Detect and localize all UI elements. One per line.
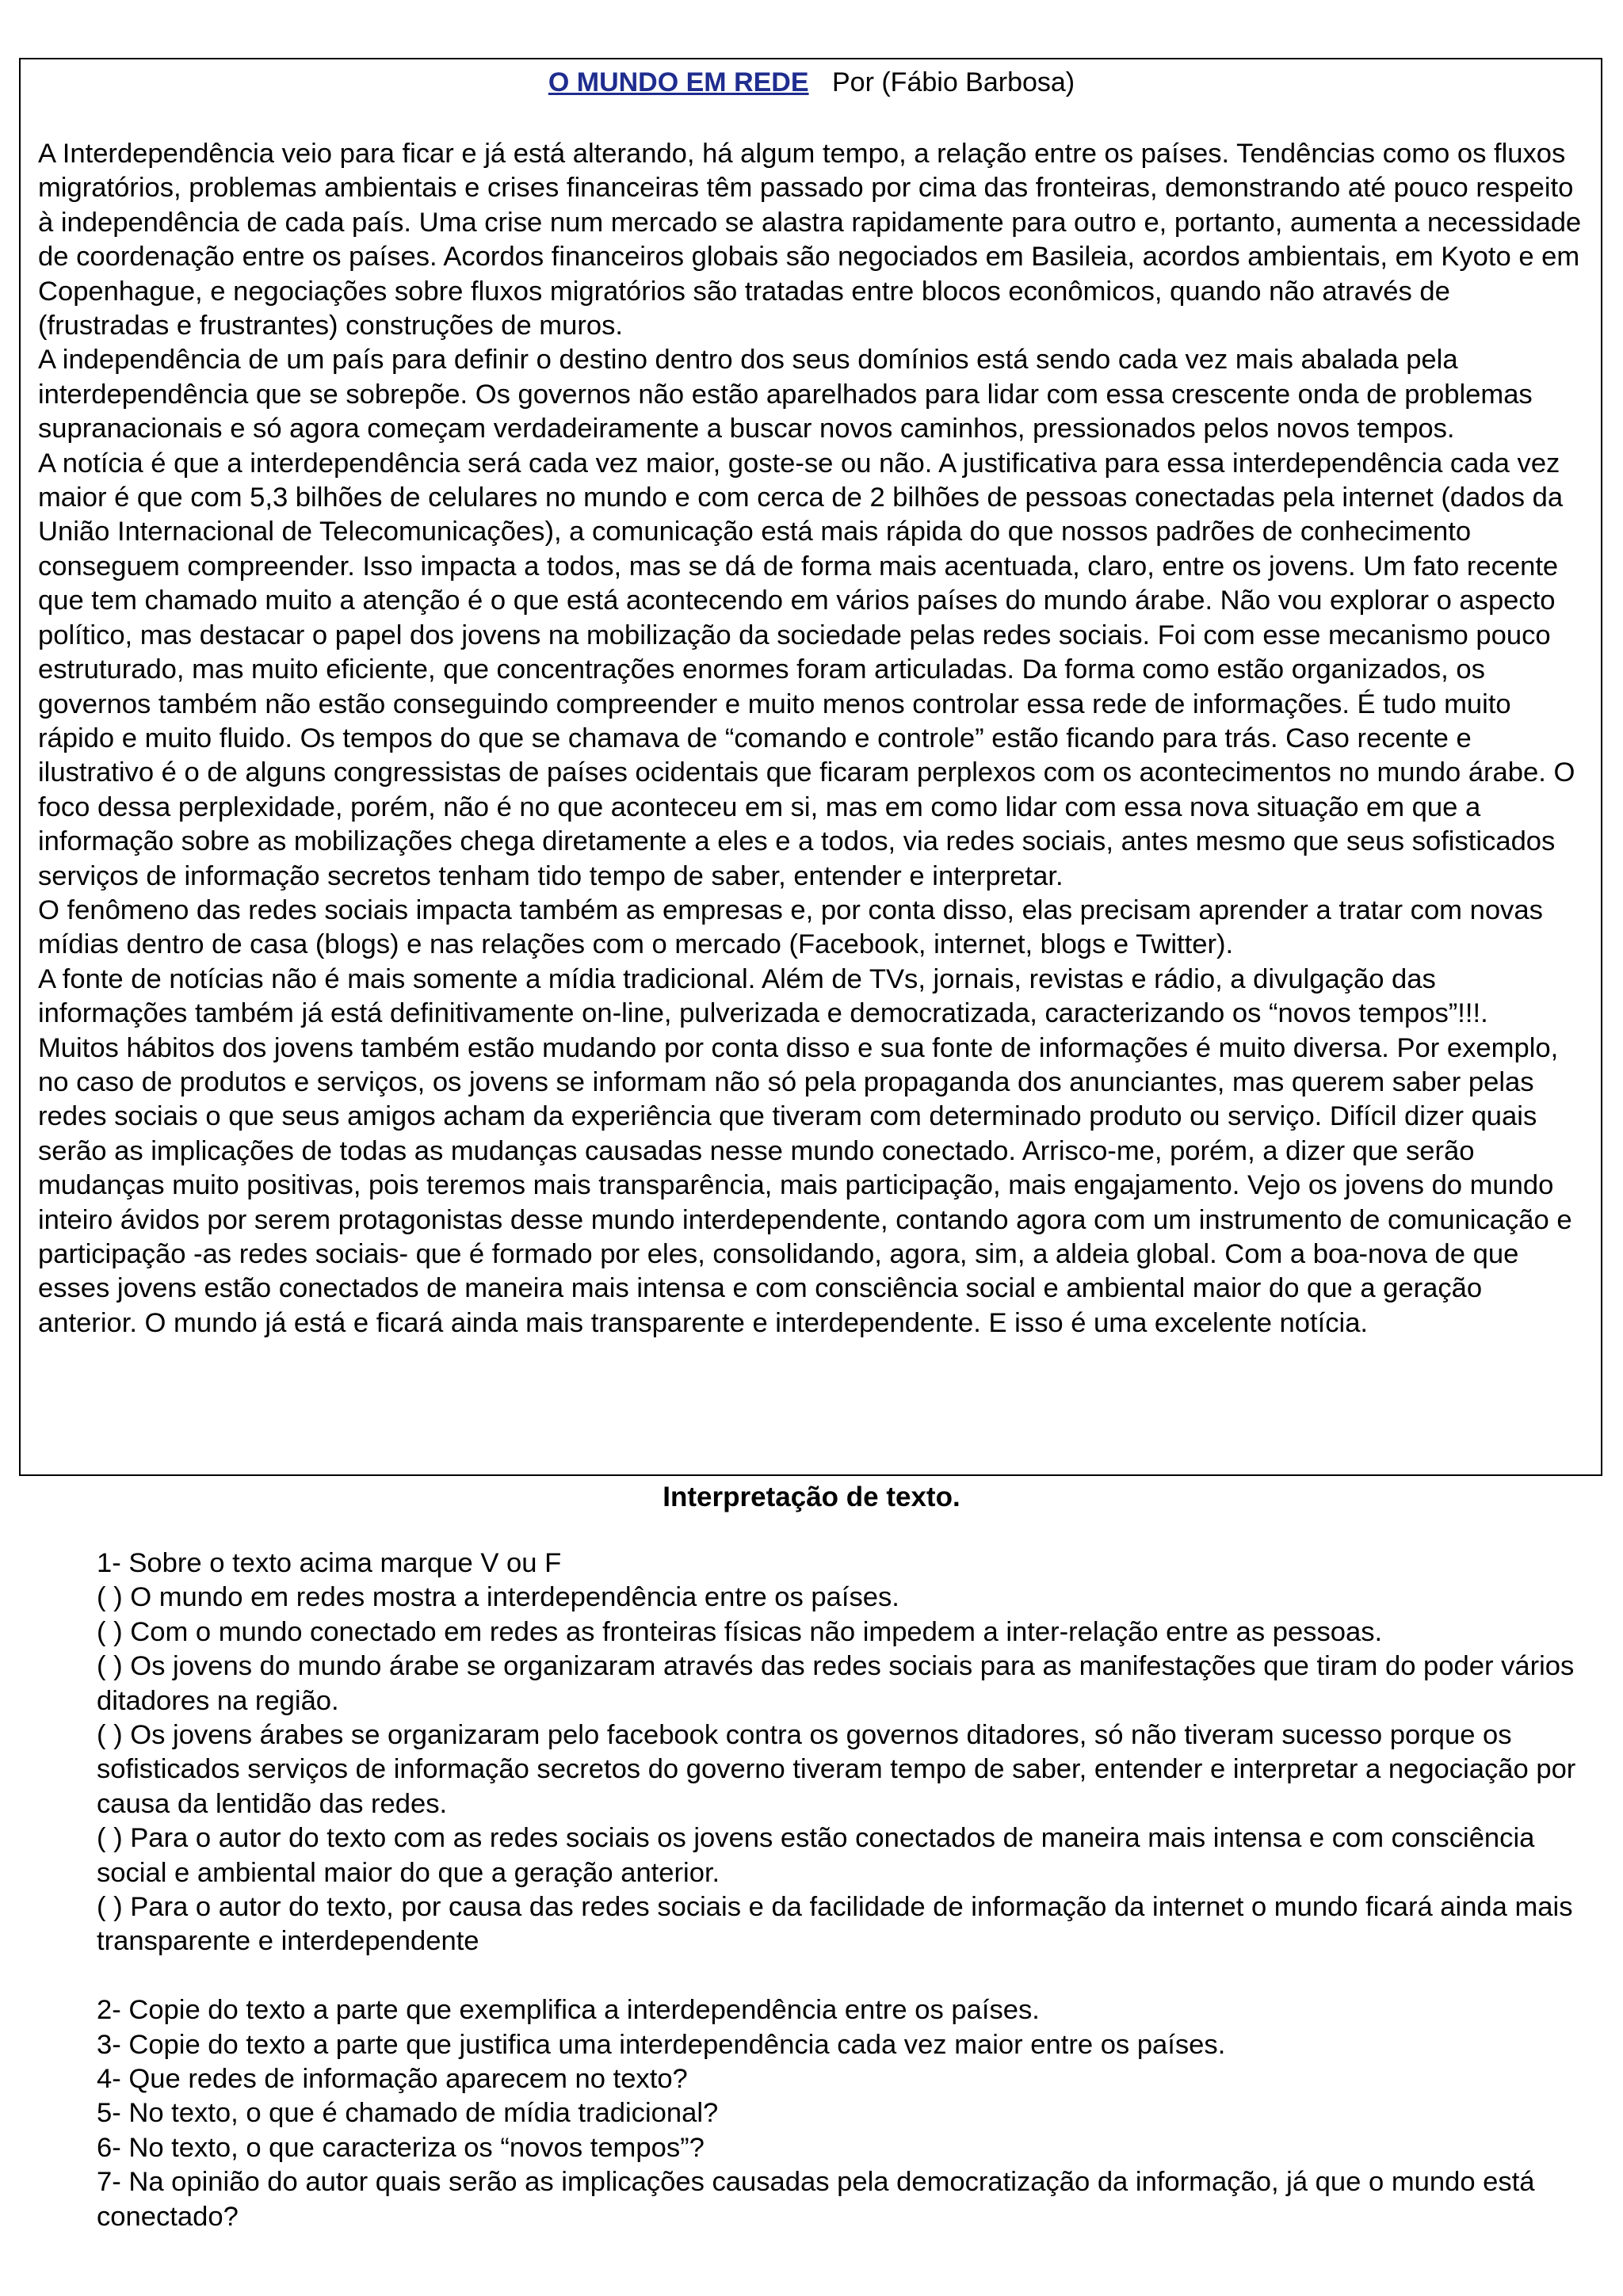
true-false-item: ( ) O mundo em redes mostra a interdependência entre os países. xyxy=(97,1582,899,1613)
question-item: 6- No texto, o que caracteriza os “novos tempos”? xyxy=(97,2132,705,2163)
spacer xyxy=(97,1959,1587,1993)
question-item: 4- Que redes de informação aparecem no texto? xyxy=(97,2064,688,2095)
article-paragraph: A Interdependência veio para ficar e já está alterando, há algum tempo, a relação entre os países. Tendências como os fluxos migratórios, problemas ambientais e crises financeiras têm passado por cima das fronteiras, demonstrando até pouco respeito à independência de cada país. Uma crise num mercado se alastra rapidamente para outro e, portanto, aumenta a necessidade de coordenação entre os países. Acordos financeiros globais são negociados em Basileia, acordos ambientais, em Kyoto e em Copenhague, e negociações sobre fluxos migratórios são tratadas entre blocos econômicos, quando não através de (frustradas e frustrantes) construções de muros. xyxy=(38,139,1582,341)
article-paragraph: A fonte de notícias não é mais somente a mídia tradicional. Além de TVs, jornais, revistas e rádio, a divulgação das informações também já está definitivamente on-line, pulverizada e democratizada, caracterizando os “novos tempos”!!!. xyxy=(38,963,1488,1029)
true-false-item: ( ) Para o autor do texto, por causa das redes sociais e da facilidade de informação da internet o mundo ficará ainda mais transparente e interdependente xyxy=(97,1892,1573,1957)
true-false-item: ( ) Os jovens árabes se organizaram pelo facebook contra os governos ditadores, só não tiveram sucesso porque os sofisticados serviços de informação secretos do governo tiveram tempo de saber, entender e interpretar a negociação por causa da lentidão das redes. xyxy=(97,1720,1576,1819)
article-box xyxy=(19,58,1602,1476)
question-1-intro: 1- Sobre o texto acima marque V ou F xyxy=(97,1548,562,1578)
article-header xyxy=(38,64,1585,101)
true-false-item: ( ) Os jovens do mundo árabe se organizaram através das redes sociais para as manifestações que tiram do poder vários ditadores na região. xyxy=(97,1651,1575,1716)
article-paragraph: Muitos hábitos dos jovens também estão mudando por conta disso e sua fonte de informações é muito diversa. Por exemplo, no caso de produtos e serviços, os jovens se informam não só pela propaganda dos anunciantes, mas querem saber pelas redes sociais o que seus amigos acham da experiência que tiveram com determinado produto ou serviço. Difícil dizer quais serão as implicações de todas as mudanças causadas nesse mundo conectado. Arrisco-me, porém, a dizer que serão mudanças muito positivas, pois teremos mais transparência, mais participação, mais engajamento. Vejo os jovens do mundo inteiro ávidos por serem protagonistas desse mundo interdependente, contando agora com um instrumento de comunicação e participação -as redes sociais- que é formado por eles, consolidando, agora, sim, a aldeia global. Com a boa-nova de que esses jovens estão conectados de maneira mais intensa e com consciência social e ambiental maior do que a geração anterior. O mundo já está e ficará ainda mais transparente e interdependente. E isso é uma excelente notícia. xyxy=(38,1032,1572,1338)
article-body xyxy=(38,137,1585,1341)
article-paragraph: A notícia é que a interdependência será cada vez maior, goste-se ou não. A justificativa para essa interdependência cada vez maior é que com 5,3 bilhões de celulares no mundo e com cerca de 2 bilhões de pessoas conectadas pela internet (dados da União Internacional de Telecomunicações), a comunicação está mais rápida do que nossos padrões de conhecimento conseguem compreender. Isso impacta a todos, mas se dá de forma mais acentuada, claro, entre os jovens. Um fato recente que tem chamado muito a atenção é o que está acontecendo em vários países do mundo árabe. Não vou explorar o aspecto político, mas destacar o papel dos jovens na mobilização da sociedade pelas redes sociais. Foi com esse mecanismo pouco estruturado, mas muito eficiente, que concentrações enormes foram articuladas. Da forma como estão organizados, os governos também não estão conseguindo compreender e muito menos controlar essa rede de informações. É tudo muito rápido e muito fluido. Os tempos do que se chamava de “comando e controle” estão ficando para trás. Caso recente e ilustrativo é o de alguns congressistas de países ocidentais que ficaram perplexos com os acontecimentos no mundo árabe. O foco dessa perplexidade, porém, não é no que aconteceu em si, mas em como lidar com essa nova situação em que a informação sobre as mobilizações chega diretamente a eles e a todos, via redes sociais, antes mesmo que seus sofisticados serviços de informação secretos tenham tido tempo de saber, entender e interpretar. xyxy=(38,448,1575,891)
exercise-questions xyxy=(97,1547,1587,2234)
question-item: 5- No texto, o que é chamado de mídia tradicional? xyxy=(97,2098,719,2129)
exercise-title: Interpretação de texto. xyxy=(663,1482,960,1512)
question-item: 3- Copie do texto a parte que justifica uma interdependência cada vez maior entre os países. xyxy=(97,2029,1226,2060)
true-false-item: ( ) Com o mundo conectado em redes as fronteiras físicas não impedem a inter-relação entre as pessoas. xyxy=(97,1616,1383,1647)
question-item: 2- Copie do texto a parte que exemplifica a interdependência entre os países. xyxy=(97,1995,1040,2026)
article-paragraph: O fenômeno das redes sociais impacta também as empresas e, por conta disso, elas precisam aprender a tratar com novas mídias dentro de casa (blogs) e nas relações com o mercado (Facebook, internet, blogs e Twitter). xyxy=(38,894,1543,960)
true-false-item: ( ) Para o autor do texto com as redes sociais os jovens estão conectados de maneira mais intensa e com consciência social e ambiental maior do que a geração anterior. xyxy=(97,1823,1535,1888)
article-author: Por (Fábio Barbosa) xyxy=(832,67,1075,97)
question-item: 7- Na opinião do autor quais serão as implicações causadas pela democratização da informação, já que o mundo está conectado? xyxy=(97,2167,1535,2232)
article-paragraph: A independência de um país para definir o destino dentro dos seus domínios está sendo cada vez mais abalada pela interdependência que se sobrepõe. Os governos não estão aparelhados para lidar com essa crescente onda de problemas supranacionais e só agora começam verdadeiramente a buscar novos caminhos, pressionados pelos novos tempos. xyxy=(38,345,1533,444)
article-title[interactable]: O MUNDO EM REDE xyxy=(548,67,809,97)
